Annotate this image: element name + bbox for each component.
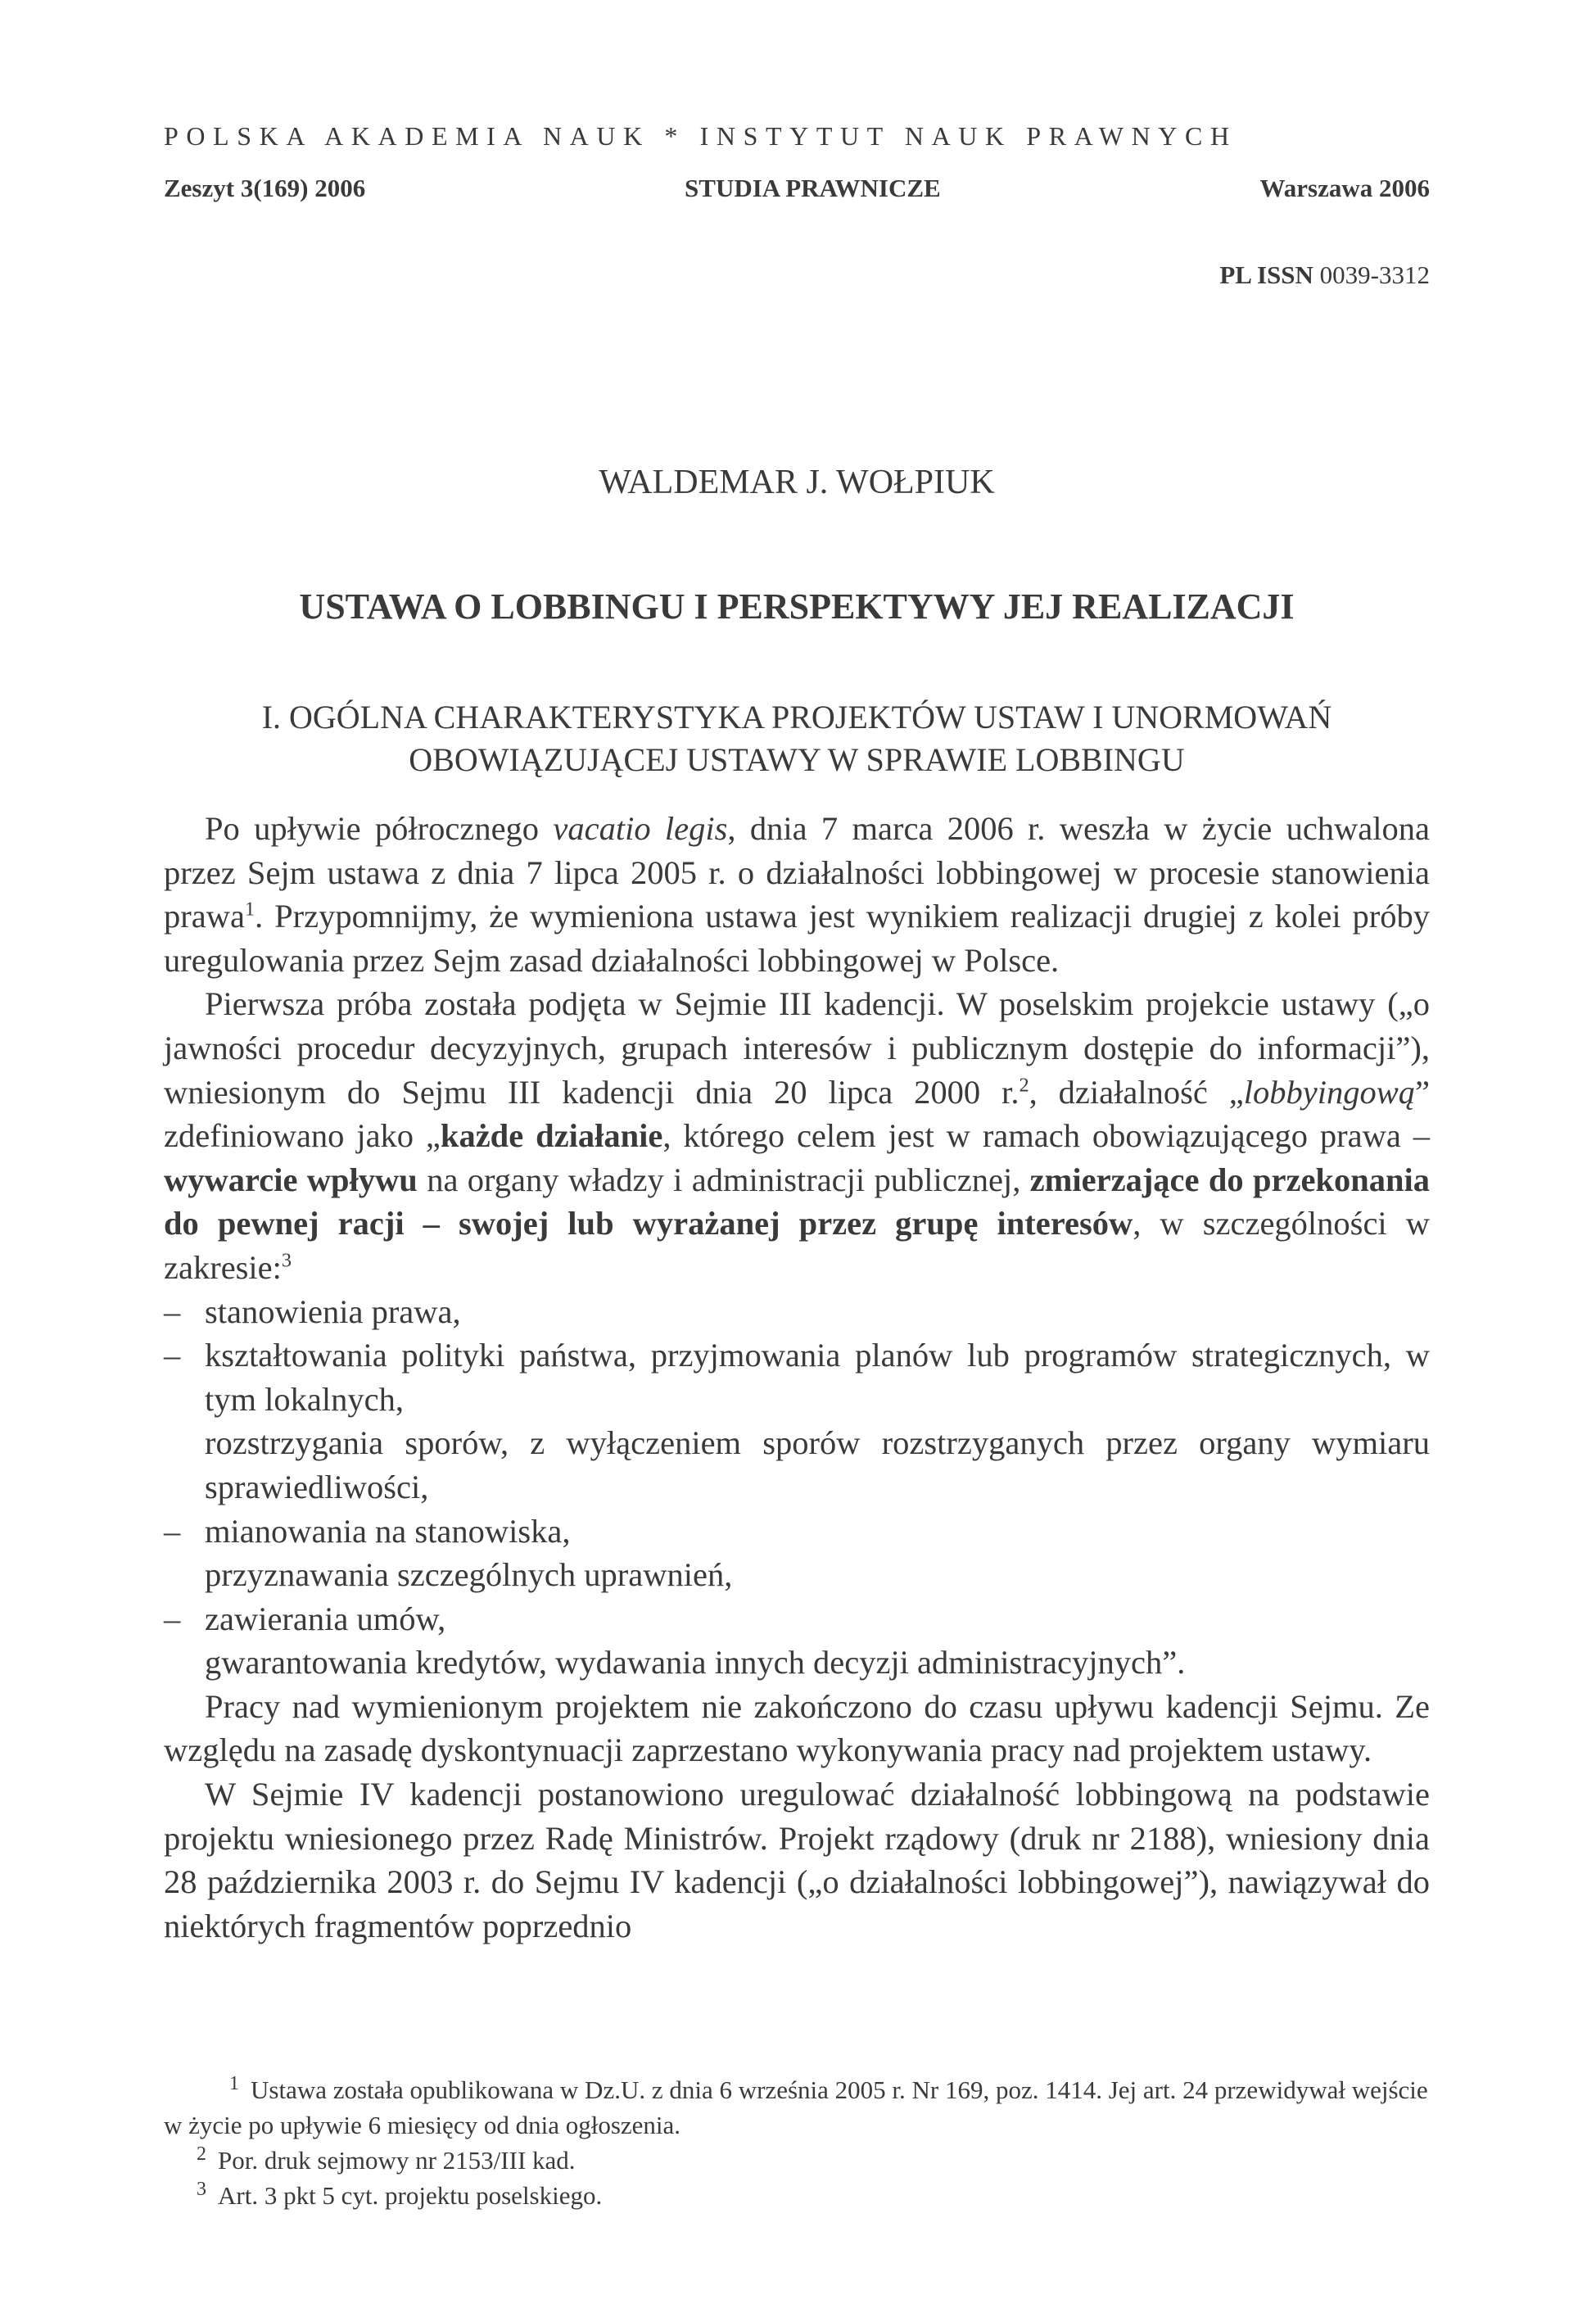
footnotes bbox=[164, 2072, 1430, 2213]
dash-marker bbox=[164, 1641, 205, 1685]
list-item: – stanowienia prawa, bbox=[164, 1290, 1430, 1334]
italic-term: vacatio legis bbox=[553, 810, 728, 847]
issue-info-row bbox=[164, 174, 1430, 203]
list-item: – kształtowania polityki państwa, przyjmowania planów lub programów strategicznych, w tym lokalnych, bbox=[164, 1333, 1430, 1421]
article-title: USTAWA O LOBBINGU I PERSPEKTYWY JEJ REALIZACJI bbox=[299, 586, 1295, 627]
list-item: – mianowania na stanowiska, bbox=[164, 1510, 1430, 1554]
dash-marker bbox=[164, 1553, 205, 1597]
section-heading bbox=[164, 696, 1430, 781]
list-item: gwarantowania kredytów, wydawania innych decyzji administracyjnych”. bbox=[164, 1641, 1430, 1685]
footnote-ref-1[interactable]: 1 bbox=[244, 898, 255, 921]
bold-phrase: zmierzające do przekonania do pewnej racji – swojej lub wyrażanej przez grupę interesów bbox=[164, 1161, 1430, 1242]
footnote-ref-3[interactable]: 3 bbox=[281, 1249, 292, 1272]
paragraph-4: W Sejmie IV kadencji postanowiono uregulować działalność lobbingową na podstawie projektu wniesionego przez Radę Ministrów. Projekt rządowy (druk nr 2188), wniesiony dnia 28 października 2003 r. do Sejmu IV kadencji („o działalności lobbingowej”), nawiązywał do niektórych fragmentów poprzednio bbox=[164, 1776, 1430, 1944]
issn bbox=[1219, 260, 1430, 290]
section-heading-line-1: I. OGÓLNA CHARAKTERYSTYKA PROJEKTÓW USTAW I UNORMOWAŃ bbox=[261, 699, 1332, 736]
footnote-2: 2 Por. druk sejmowy nr 2153/III kad. bbox=[197, 2143, 576, 2175]
article-author: WALDEMAR J. WOŁPIUK bbox=[599, 464, 995, 501]
paragraph-3: Pracy nad wymienionym projektem nie zakończono do czasu upływu kadencji Sejmu. Ze względu na zasadę dyskontynuacji zaprzestano wykonywania pracy nad projektem ustawy. bbox=[164, 1687, 1430, 1769]
paragraph-1: Po upływie półrocznego vacatio legis, dnia 7 marca 2006 r. weszła w życie uchwalona przez Sejm ustawa z dnia 7 lipca 2005 r. o działalności lobbingowej w procesie stanowienia prawa$^1$. Przypomnijmy, że wymieniona ustawa jest wynikiem realizacji drugiej z kolei próby uregulowania przez Sejm zasad działalności lobbingowej w Polsce. bbox=[164, 810, 1431, 979]
footnote-3: 3 Art. 3 pkt 5 cyt. projektu poselskiego. bbox=[197, 2178, 603, 2210]
list-item: przyznawania szczególnych uprawnień, bbox=[164, 1553, 1430, 1597]
publisher-masthead: POLSKA AKADEMIA NAUK * INSTYTUT NAUK PRAWNYCH bbox=[164, 121, 1237, 151]
journal-name: STUDIA PRAWNICZE bbox=[685, 174, 941, 202]
issn-label: PL ISSN bbox=[1219, 260, 1313, 289]
paragraph-2: Pierwsza próba została podjęta w Sejmie III kadencji. W poselskim projekcie ustawy („o jawności procedur decyzyjnych, grupach interesów i publicznym dostępie do informacji”), wniesionym do Sejmu III kadencji dnia 20 lipca 2000 r.$^2$, działalność „lobbyingową” zdefiniowano jako „każde działanie, którego celem jest w ramach obowiązującego prawa – wywarcie wpływu na organy władzy i administracji publicznej, zmierzające do przekonania do pewnej racji – swojej lub wyrażanej przez grupę interesów, w szczególności w zakresie:$^3$ bbox=[164, 985, 1431, 1286]
dash-marker: – bbox=[164, 1292, 181, 1330]
list-item: rozstrzygania sporów, z wyłączeniem sporów rozstrzyganych przez organy wymiaru sprawiedliwości, bbox=[164, 1421, 1430, 1509]
footnote-1: 1 Ustawa została opublikowana w Dz.U. z dnia 6 września 2005 r. Nr 169, poz. 1414. Jej art. 24 przewidywał wejście w życie po upływie 6 miesięcy od dnia ogłoszenia. bbox=[164, 2072, 1428, 2139]
bold-phrase: wywarcie wpływu bbox=[164, 1161, 418, 1198]
place-year: Warszawa 2006 bbox=[1259, 174, 1430, 202]
list-item: – zawierania umów, bbox=[164, 1597, 1430, 1641]
issn-number: 0039-3312 bbox=[1319, 260, 1430, 289]
issue-number: Zeszyt 3(169) 2006 bbox=[164, 174, 366, 202]
dash-marker bbox=[164, 1421, 205, 1509]
bold-phrase: każde działanie bbox=[440, 1117, 663, 1155]
dash-marker: – bbox=[164, 1512, 181, 1550]
section-heading-line-2: OBOWIĄZUJĄCEJ USTAWY W SPRAWIE LOBBINGU bbox=[409, 741, 1185, 778]
italic-term: lobbyingową bbox=[1243, 1073, 1416, 1111]
definition-list bbox=[164, 1290, 1430, 1685]
article-body bbox=[164, 807, 1430, 1948]
dash-marker: – bbox=[164, 1600, 181, 1637]
dash-marker: – bbox=[164, 1337, 181, 1374]
footnote-ref-2[interactable]: 2 bbox=[1019, 1074, 1029, 1097]
